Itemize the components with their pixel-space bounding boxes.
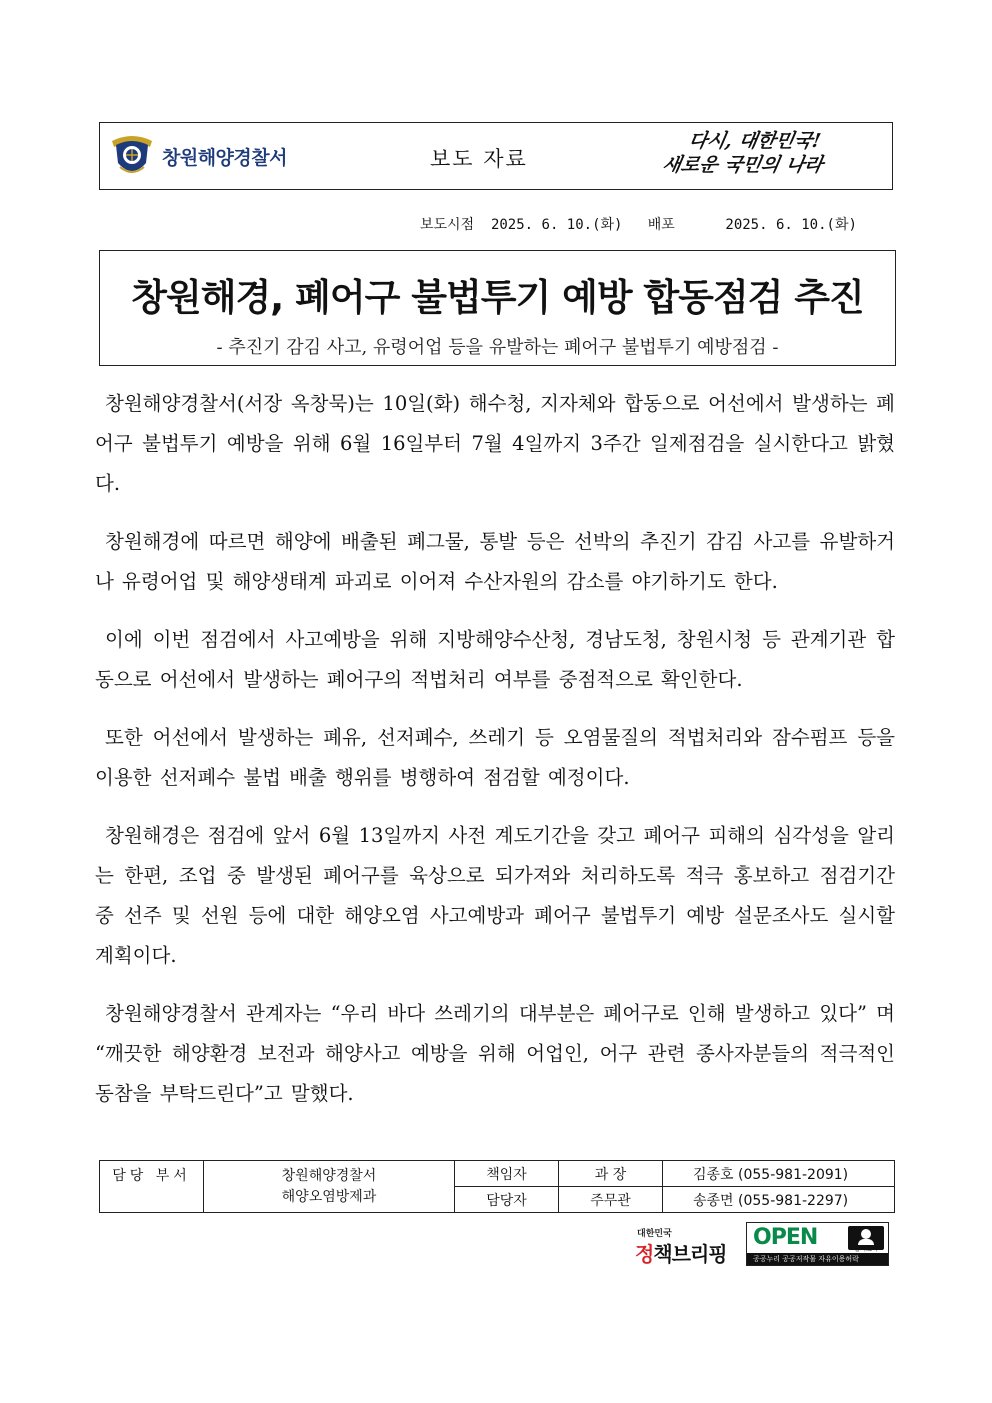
policy-logo-rest: 책브리핑 [653,1242,727,1266]
policy-logo-red-char: 정 [635,1242,654,1266]
paragraph-3: 이에 이번 점검에서 사고예방을 위해 지방해양수산청, 경남도청, 창원시청 등 관계기관 합동으로 어선에서 발생하는 폐어구의 적법처리 여부를 중점적으로 확인한다. [95,628,895,691]
org-name: 창원해양경찰서 [162,146,287,169]
open-word-text: OPEN [753,1225,818,1250]
title-cell: 과 장 [559,1161,663,1187]
paragraph-6: 창원해양경찰서 관계자는 “우리 바다 쓰레기의 대부분은 폐어구로 인해 발생하고 있다” 며 “깨끗한 해양환경 보전과 해양사고 예방을 위해 어업인, 어구 관련 종사자분들의 적극적인 동참을 부탁드린다”고 말했다. [95,1002,895,1105]
attribution-label: 출처표시 [854,1246,878,1253]
slogan [659,129,869,185]
contact-info-cell: 김종호 (055-981-2091) [663,1161,895,1187]
dept-label: 담당 부서 [100,1161,204,1213]
subheadline: - 추진기 감김 사고, 유령어업 등을 유발하는 폐어구 불법투기 예방점검 - [216,337,779,358]
paragraph-2: 창원해경에 따르면 해양에 배출된 폐그물, 통발 등은 선박의 추진기 감김 사고를 유발하거나 유령어업 및 해양생태계 파괴로 이어져 수산자원의 감소를 야기하기도 한다. [95,530,895,593]
dept-line-1: 창원해양경찰서 [281,1167,377,1184]
paragraph-5: 창원해경은 점검에 앞서 6월 13일까지 사전 계도기간을 갖고 폐어구 피해의 심각성을 알리는 한편, 조업 중 발생된 폐어구를 육상으로 되가져와 처리하도록 적극 홍보하고 점검기간 중 선주 및 선원 등에 대한 해양오염 사고예방과 폐어구 불법투기 예방 설문조사도 실시할 계획이다. [95,824,895,967]
contact-row [100,1161,895,1187]
coast-guard-emblem-icon [110,133,154,179]
paragraph-4: 또한 어선에서 발생하는 폐유, 선저폐수, 쓰레기 등 오염물질의 적법처리와 잠수펌프 등을 이용한 선저폐수 불법 배출 행위를 병행하여 점검할 예정이다. [95,726,895,789]
title-cell: 주무관 [559,1187,663,1213]
policy-briefing-logo [633,1226,737,1266]
release-dates: 보도시점 2025. 6. 10.(화) 배포 2025. 6. 10.(화) [420,217,857,233]
dept-name [204,1161,455,1213]
open-license-text: 공공누리 공공저작물 자유이용허락 [747,1253,888,1265]
contact-table [99,1160,895,1213]
policy-logo-text [635,1238,727,1267]
dept-line-2: 해양오염방제과 [281,1188,377,1205]
contact-info-cell: 송종면 (055-981-2297) [663,1187,895,1213]
article-body [95,384,895,1132]
policy-logo-small-text: 대한민국 [637,1229,672,1239]
org-logo [110,133,287,179]
paragraph-1: 창원해양경찰서(서장 옥창묵)는 10일(화) 해수청, 지자체와 합동으로 어선에서 발생하는 폐어구 불법투기 예방을 위해 6월 16일부터 7월 4일까지 3주간 일제점검을 실시한다고 밝혔다. [95,392,895,495]
title-box [99,250,896,366]
role-cell: 담당자 [455,1187,559,1213]
header-box [99,122,893,190]
doc-type: 보도 자료 [430,147,528,171]
headline: 창원해경, 폐어구 불법투기 예방 합동점검 추진 [131,276,864,319]
slogan-line-2: 새로운 국민의 나라 [660,154,825,176]
open-word [753,1225,817,1250]
slogan-line-1: 다시, 대한민국! [686,130,823,152]
role-cell: 책임자 [455,1161,559,1187]
